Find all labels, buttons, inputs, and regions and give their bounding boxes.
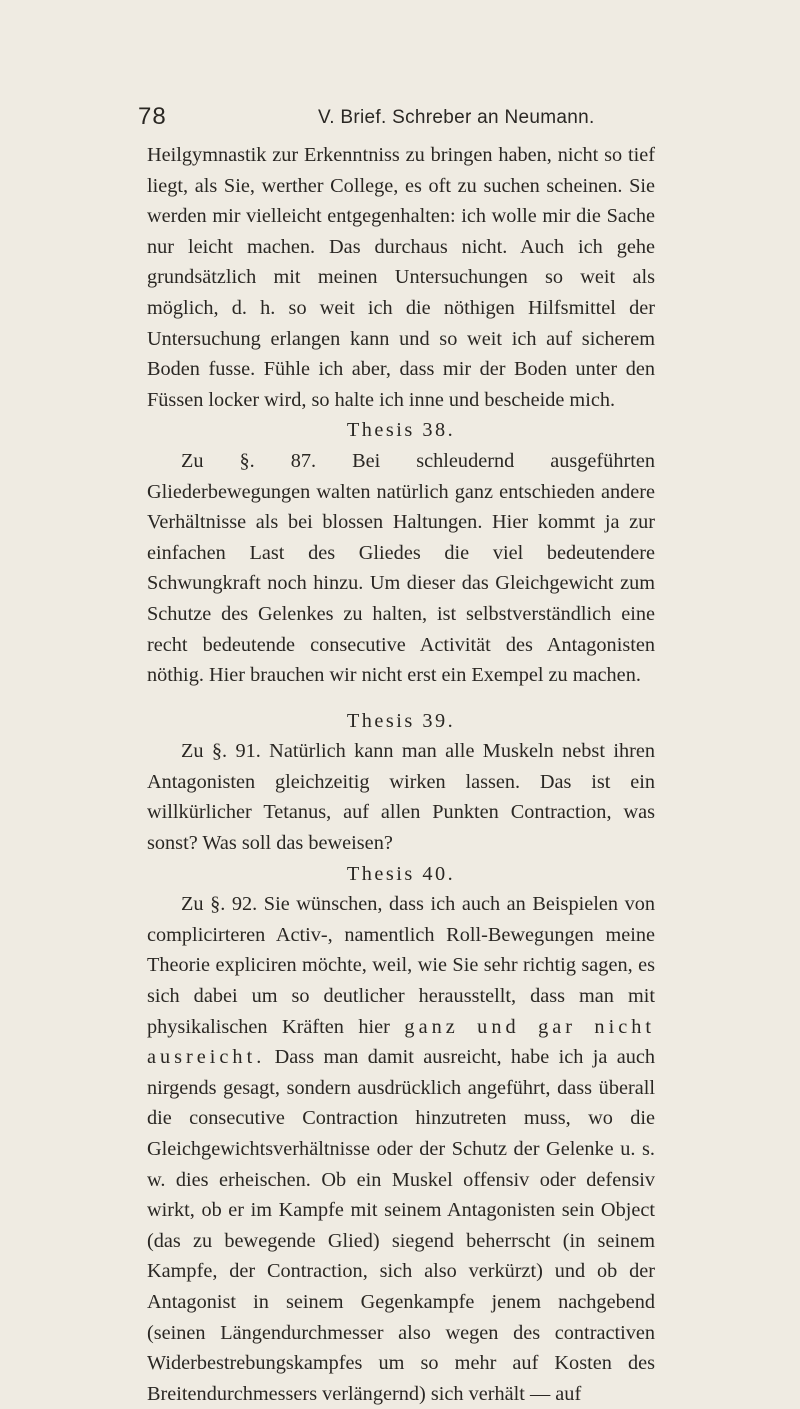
running-head: V. Brief. Schreber an Neumann. bbox=[318, 107, 595, 128]
thesis-40-text-b: Dass man damit ausreicht, habe ich ja auch nirgends gesagt, sondern ausdrücklich angeführt, dass überall die consecutive Contraction hinzutreten muss, wo die Gleichgewichtsverhältnisse oder der Schutz der Gelenke u. s. w. dies erheischen. Ob ein Muskel offensiv oder defensiv wirkt, ob er im Kampfe mit seinem Antagonisten sein Object (das zu bewegende Glied) siegend beherrscht (in seinem Kampfe, der Contraction, sich also verkürzt) und ob der Antagonist in seinem Gegenkampfe jenem nachgebend (seinen Längendurchmesser also wegen des contractiven Widerbestrebungskampfes um so mehr auf Kosten des Breitendurchmessers verlängernd) sich verhält — auf bbox=[147, 1046, 655, 1405]
body-text bbox=[147, 140, 655, 1409]
thesis-40-heading: Thesis 40. bbox=[346, 862, 456, 885]
thesis-40-text-a: Zu §. 92. Sie wünschen, dass ich auch an Beispielen von complicirteren Activ-, namentlich Roll-Bewegungen meine Theorie expliciren möchte, weil, wie Sie sehr richtig sagen, es sich dabei um so deutlicher herausstellt, dass man mit physikalischen Kräften hier bbox=[147, 893, 655, 1038]
page-number: 78 bbox=[138, 103, 167, 130]
thesis-40-paragraph bbox=[147, 889, 655, 1409]
thesis-38-heading: Thesis 38. bbox=[346, 419, 456, 442]
thesis-40-emphasis: ganz und gar nicht ausreicht. bbox=[147, 1015, 655, 1069]
page-header bbox=[138, 103, 662, 133]
thesis-38-paragraph: Zu §. 87. Bei schleudernd ausgeführten Gliederbewegungen walten natürlich ganz entschieden andere Verhältnisse als bei blossen Haltungen. Hier kommt ja zur einfachen Last des Gliedes die viel bedeutendere Schwungkraft noch hinzu. Um dieser das Gleichgewicht zum Schutze des Gelenkes zu halten, ist selbstverständlich eine recht bedeutende consecutive Activität des Antagonisten nöthig. Hier brauchen wir nicht erst ein Exempel zu machen. bbox=[147, 449, 655, 687]
thesis-39-paragraph: Zu §. 91. Natürlich kann man alle Muskeln nebst ihren Antagonisten gleichzeitig wirken lassen. Das ist ein willkürlicher Tetanus, auf allen Punkten Contraction, was sonst? Was soll das beweisen? bbox=[147, 740, 655, 855]
thesis-39-heading: Thesis 39. bbox=[346, 709, 456, 732]
opening-paragraph: Heilgymnastik zur Erkenntniss zu bringen haben, nicht so tief liegt, als Sie, werther College, es oft zu suchen scheinen. Sie werden mir vielleicht entgegenhalten: ich wolle mir die Sache nur leicht machen. Das durchaus nicht. Auch ich gehe grundsätzlich mit meinen Untersuchungen so weit als möglich, d. h. so weit ich die nöthigen Hilfsmittel der Untersuchung erlangen kann und so weit ich auf sicherem Boden fusse. Fühle ich aber, dass mir der Boden unter den Füssen locker wird, so halte ich inne und bescheide mich. bbox=[147, 144, 655, 411]
